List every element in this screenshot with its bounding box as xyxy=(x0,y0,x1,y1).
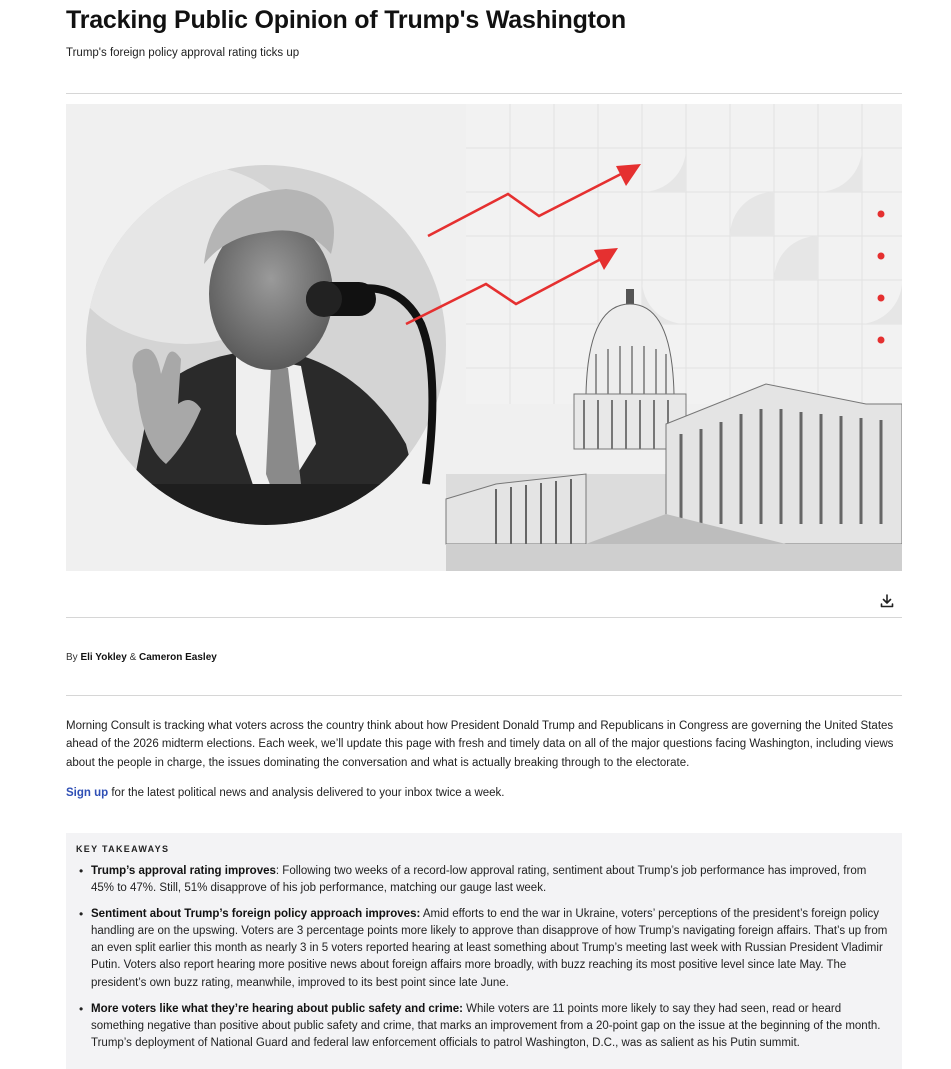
author-link[interactable]: Cameron Easley xyxy=(139,652,217,663)
portrait xyxy=(66,164,446,544)
takeaway-item xyxy=(76,906,892,991)
key-takeaways-box xyxy=(66,833,902,1069)
signup-paragraph xyxy=(66,787,902,799)
page-title: Tracking Public Opinion of Trump's Washington xyxy=(66,6,626,34)
download-icon xyxy=(878,592,896,610)
hero-art xyxy=(66,104,902,571)
hero-illustration xyxy=(66,104,902,571)
takeaway-item xyxy=(76,1001,892,1052)
byline xyxy=(66,652,902,663)
takeaway-lead: Sentiment about Trump’s foreign policy approach improves: xyxy=(91,908,421,921)
key-takeaways-heading: KEY TAKEAWAYS xyxy=(76,844,170,854)
author-link[interactable]: Eli Yokley xyxy=(80,652,127,663)
signup-text: for the latest political news and analysis delivered to your inbox twice a week. xyxy=(108,787,505,799)
key-takeaways-list xyxy=(76,863,892,1052)
takeaway-lead: More voters like what they’re hearing about public safety and crime: xyxy=(91,1002,463,1015)
takeaway-text: While voters are 11 points more likely to say they had seen, read or heard something negative than positive about public safety and crime, that marks an improvement from a 20-point gap on the issue at the beginning of the month. Trump’s deployment of National Guard and federal law enforcement officials to patrol Washington, D.C., was as salient as his Putin summit. xyxy=(91,1002,881,1049)
divider xyxy=(66,93,902,94)
byline-prefix: By xyxy=(66,652,78,663)
takeaway-lead: Trump’s approval rating improves xyxy=(91,865,276,877)
divider xyxy=(66,617,902,618)
download-button[interactable] xyxy=(878,592,896,610)
intro-paragraph: Morning Consult is tracking what voters across the country think about how President Donald Trump and Republicans in Congress are governing the United States ahead of the 2026 midterm elections. Each week, we’ll update this page with fresh and timely data on all of the major questions facing Washington, including views about the people in charge, the issues dominating the conversation and what is actually breaking through to the electorate. xyxy=(66,720,894,769)
page-subtitle: Trump's foreign policy approval rating ticks up xyxy=(66,47,300,59)
takeaway-text: Amid efforts to end the war in Ukraine, voters’ perceptions of the president’s foreign policy handling are on the upswing. Voters are 3 percentage points more likely to approve than disapprove of how Trump’s navigating foreign affairs. That’s up from an even split earlier this month as nearly 3 in 5 voters reported hearing at least something about Trump’s meeting last week with Russian President Vladimir Putin. Voters also report hearing more positive news about foreign affairs more broadly, with buzz reaching its most positive level since late May. The president’s own buzz rating, meanwhile, improved to its best point since late June. xyxy=(91,908,888,989)
takeaway-item xyxy=(76,863,892,897)
grid-tiles xyxy=(466,104,902,404)
divider xyxy=(66,695,902,696)
byline-separator: & xyxy=(129,652,137,663)
signup-link[interactable]: Sign up xyxy=(66,787,109,799)
takeaway-text: : Following two weeks of a record-low approval rating, sentiment about Trump’s job performance has improved, from 45% to 47%. Still, 51% disapprove of his job performance, matching our gauge last week. xyxy=(91,865,867,895)
